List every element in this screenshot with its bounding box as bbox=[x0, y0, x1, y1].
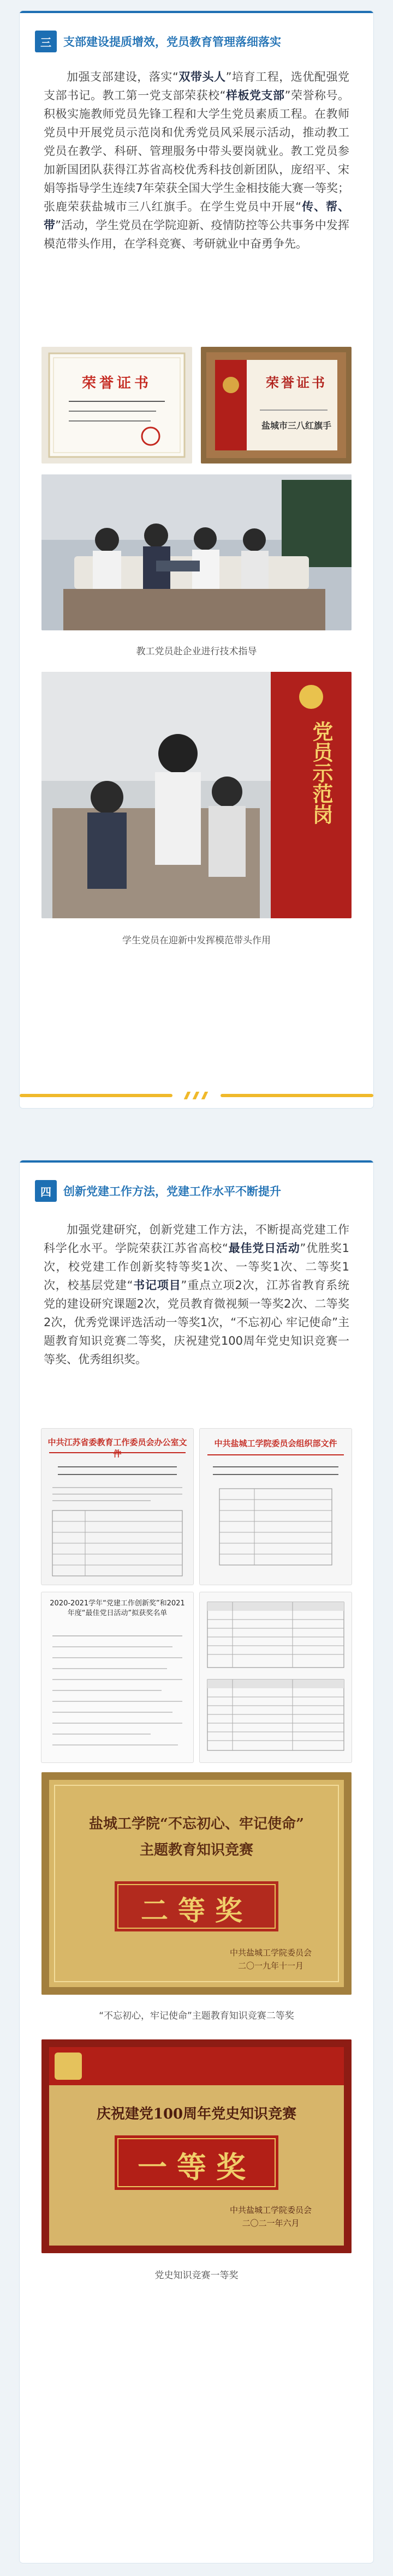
official-document-2 bbox=[200, 1429, 352, 1585]
certificate-line: 盐城市三八红旗手 bbox=[261, 420, 331, 431]
para-text: 加强党建研究，创新党建工作方法，不断提高党建工作科学化水平。学院荣获江苏省高校“ bbox=[44, 1223, 349, 1255]
certificate-title: 荣誉证书 bbox=[266, 375, 327, 390]
plaque-caption: “不忘初心，牢记使命”主题教育知识竞赛二等奖 bbox=[99, 2011, 294, 2021]
document-title: 2020-2021学年“党建工作创新奖”和2021年度“最佳党日活动”拟获奖名单 bbox=[50, 1599, 185, 1617]
section-number-badge: 四 bbox=[35, 1180, 57, 1202]
para-text: 加强支部建设，落实“ bbox=[67, 70, 178, 83]
para-emphasis: 样板党支部 bbox=[225, 89, 285, 102]
award-table-illustration bbox=[200, 1592, 352, 1762]
certificate-image-2 bbox=[201, 347, 352, 464]
plaque-date: 二〇一九年十一月 bbox=[237, 1961, 303, 1971]
award-plaque-second-prize bbox=[41, 1772, 352, 1995]
card-accent-bar bbox=[20, 1160, 373, 1163]
divider-left-bar bbox=[20, 1094, 172, 1097]
plaque-line-1: 盐城工学院“不忘初心、牢记使命” bbox=[89, 1816, 304, 1832]
section-three-paragraph bbox=[44, 68, 349, 253]
section-four-heading bbox=[35, 1180, 358, 1202]
para-text: ”荣誉称号。积极实施教师党员先锋工程和大学生党员素质工程。在教师党员中开展党员示范岗和优秀党员风采展示活动，推动教工党员在教学、科研、管理服务中带头要岗就业。教工党员参加新国团队获得江苏省高校优秀科技创新团队，庞绍平、宋娟等指导学生连续7年荣获全国大学生金相技能大赛一等奖；张鹿荣获盐城市三八红旗手。在学生党员中开展“ bbox=[44, 89, 349, 213]
plaque-award-name: 一等奖 bbox=[138, 2150, 255, 2184]
para-emphasis: 双带头人 bbox=[178, 70, 226, 83]
certificate-illustration bbox=[41, 347, 192, 464]
photo-student-welcome bbox=[41, 672, 352, 918]
para-emphasis: 书记项目 bbox=[133, 1279, 181, 1292]
divider-slashes bbox=[180, 1092, 213, 1099]
certificate-illustration bbox=[201, 347, 352, 464]
para-text: ”重点立项2次，江苏省教育系统党的建设研究课题2次，党员教育微视频一等奖2次、二等奖2次，优秀党课评选活动一等奖1次，“不忘初心 牢记使命”主题教育知识竞赛二等奖，庆祝建党100周年党史知识竞赛一等奖、优秀组织奖。 bbox=[44, 1279, 349, 1366]
para-emphasis: 传、帮、带 bbox=[44, 200, 349, 232]
section-four-title: 创新党建工作方法，党建工作水平不断提升 bbox=[63, 1185, 281, 1198]
official-document-3 bbox=[41, 1592, 193, 1762]
award-plaque-first-prize bbox=[41, 2039, 352, 2253]
meeting-room-illustration bbox=[41, 474, 352, 630]
document-header: 中共盐城工学院委员会组织部文件 bbox=[214, 1439, 337, 1448]
section-three-card bbox=[20, 11, 373, 1108]
section-three-heading bbox=[35, 31, 358, 52]
document-lines bbox=[200, 1429, 352, 1585]
certificate-image-1 bbox=[41, 347, 192, 464]
official-document-1 bbox=[41, 1429, 193, 1585]
section-number-badge: 三 bbox=[35, 31, 57, 52]
para-text: ”培育工程，选优配强党支部书记。教工第一党支部荣获校“ bbox=[44, 70, 349, 102]
official-document-4 bbox=[200, 1592, 352, 1762]
plaque-caption: 党史知识竞赛一等奖 bbox=[154, 2270, 239, 2281]
card-accent-bar bbox=[20, 11, 373, 13]
para-text: ”活动，学生党员在学院迎新、疫情防控等公共事务中发挥模范带头作用，在学科竞赛、考研就业中奋勇争先。 bbox=[44, 219, 349, 250]
photo-enterprise-guidance bbox=[41, 474, 352, 630]
section-three-title: 支部建设提质增效，党员教育管理落细落实 bbox=[63, 35, 281, 49]
document-header: 中共江苏省委教育工作委员会办公室文件 bbox=[47, 1437, 187, 1459]
plaque-line-2: 主题教育知识竞赛 bbox=[139, 1842, 253, 1858]
plaque-issuer: 中共盐城工学院委员会 bbox=[229, 2205, 312, 2215]
certificate-title: 荣誉证书 bbox=[81, 375, 152, 392]
para-emphasis: 最佳党日活动 bbox=[228, 1242, 300, 1255]
plaque-issuer: 中共盐城工学院委员会 bbox=[229, 1948, 312, 1958]
para-text: ”优胜奖1次，校党建工作创新奖特等奖1次、一等奖1次、二等奖1次，校基层党建“ bbox=[44, 1242, 349, 1292]
plaque-date: 二〇二一年六月 bbox=[242, 2218, 300, 2228]
section-four-card bbox=[20, 1160, 373, 2563]
photo-caption: 教工党员赴企业进行技术指导 bbox=[136, 646, 257, 657]
divider-right-bar bbox=[221, 1094, 373, 1097]
plaque-line-1: 庆祝建党100周年党史知识竞赛 bbox=[96, 2106, 297, 2122]
photo-caption: 学生党员在迎新中发挥模范带头作用 bbox=[122, 935, 271, 946]
plaque-award-name: 二等奖 bbox=[141, 1894, 252, 1927]
party-banner-text: 党员示范岗 bbox=[309, 721, 334, 824]
section-four-paragraph bbox=[44, 1220, 349, 1369]
